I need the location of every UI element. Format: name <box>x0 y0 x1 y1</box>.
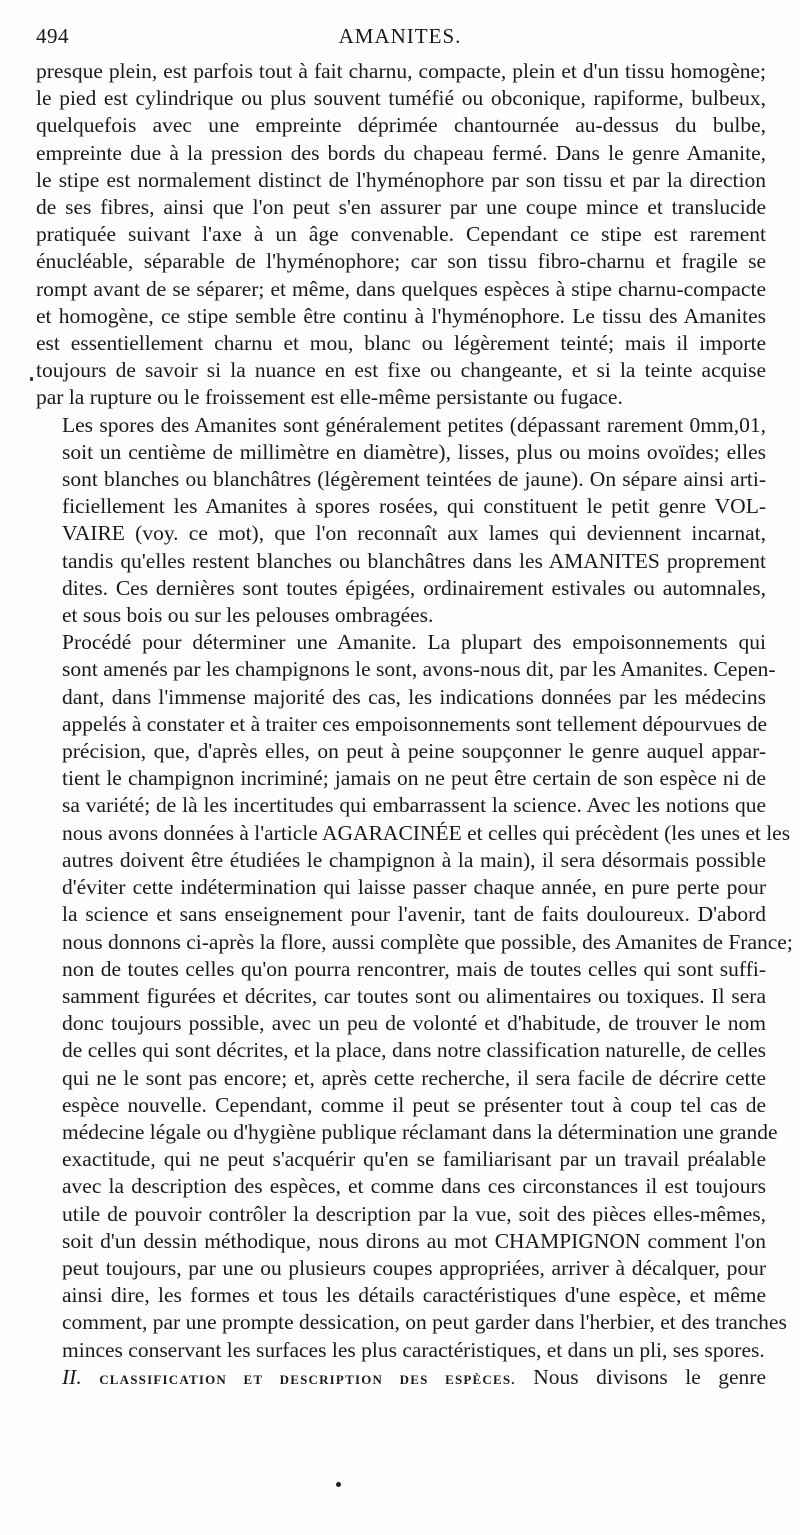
text-line: de ses fibres, ainsi que l'on peut s'en assurer par une coupe mince et translucide <box>36 195 766 220</box>
text-line: et sous bois ou sur les pelouses ombragées. <box>62 603 434 628</box>
text-line: utile de pouvoir contrôler la description par la vue, soit des pièces elles-mêmes, <box>62 1201 766 1226</box>
text-line: d'éviter cette indétermination qui laisse passer chaque année, en pure perte pour <box>62 875 766 900</box>
text-line: précision, que, d'après elles, on peut à peine soupçonner le genre auquel appar- <box>62 739 766 764</box>
text-line: samment figurées et décrites, car toutes sont ou alimentaires ou toxiques. Il sera <box>62 983 766 1008</box>
text-line: empreinte due à la pression des bords du chapeau fermé. Dans le genre Amanite, <box>36 140 766 165</box>
text-line: nous avons données à l'article AGARACINÉE et celles qui précèdent (les unes et les <box>62 820 791 845</box>
text-line: exactitude, qui ne peut s'acquérir qu'en se familiarisant par un travail préalable <box>62 1147 766 1172</box>
section-heading-line <box>36 1364 766 1393</box>
text-line: espèce nouvelle. Cependant, comme il peut se présenter tout à coup tel cas de <box>62 1092 766 1117</box>
text-line: dites. Ces dernières sont toutes épigées, ordinairement estivales ou automnales, <box>62 575 766 600</box>
text-line: avec la description des espèces, et comme dans ces circonstances il est toujours <box>62 1174 766 1199</box>
text-line: sont amenés par les champignons le sont, avons-nous dit, par les Amanites. Cepen- <box>62 657 776 682</box>
paragraph-1 <box>36 58 766 412</box>
text-line: par la rupture ou le froissement est elle-même persistante ou fugace. <box>36 385 623 410</box>
text-line: autres doivent être étudiées le champignon à la main), il sera désormais possible <box>62 847 766 872</box>
text-line: tient le champignon incriminé; jamais on ne peut être certain de son espèce ni de <box>62 766 766 791</box>
text-line: ainsi dire, les formes et tous les détails caractéristiques d'une espèce, et même <box>62 1283 766 1308</box>
text-line: presque plein, est parfois tout à fait charnu, compacte, plein et d'un tissu homogène; <box>36 59 766 83</box>
text-line: Les spores des Amanites sont généralement petites (dépassant rarement 0mm,01, <box>62 412 766 437</box>
text-line: le stipe est normalement distinct de l'hyménophore par son tissu et par la direction <box>36 167 766 192</box>
text-line: pratiquée suivant l'axe à un âge convenable. Cependant ce stipe est rarement <box>36 222 766 247</box>
section-text: Nous divisons le genre <box>533 1364 767 1389</box>
body-text <box>36 58 793 1393</box>
text-line: minces conservant les surfaces les plus caractéristiques, et dans un pli, ses spores. <box>62 1337 765 1362</box>
text-line: ficiellement les Amanites à spores rosées, qui constituent le petit genre VOL- <box>62 494 766 519</box>
text-line: dant, dans l'immense majorité des cas, les indications données par les médecins <box>62 684 766 709</box>
running-title: AMANITES. <box>338 24 462 48</box>
text-line: quelquefois avec une empreinte déprimée chantournée au-dessus du bulbe, <box>36 113 766 138</box>
text-line: nous donnons ci-après la flore, aussi complète que possible, des Amanites de France; <box>62 929 793 954</box>
text-line: de celles qui sont décrites, et la place, dans notre classification naturelle, de celles <box>62 1038 766 1063</box>
paragraph-2 <box>36 412 766 630</box>
text-line: soit d'un dessin méthodique, nous dirons au mot CHAMPIGNON comment l'on <box>62 1228 766 1253</box>
text-line: énucléable, séparable de l'hyménophore; car son tissu fibro-charnu et fragile se <box>36 249 766 274</box>
margin-speck <box>30 377 33 381</box>
text-line: sont blanches ou blanchâtres (légèrement teintées de jaune). On sépare ainsi arti- <box>62 467 766 492</box>
text-line: sa variété; de là les incertitudes qui embarrassent la science. Avec les notions que <box>62 793 766 818</box>
text-line: non de toutes celles qu'on pourra rencontrer, mais de toutes celles qui sont suffi- <box>62 956 766 981</box>
text-line: VAIRE (voy. ce mot), que l'on reconnaît aux lames qui deviennent incarnat, <box>62 521 766 546</box>
text-line: tandis qu'elles restent blanches ou blanchâtres dans les AMANITES proprement <box>62 548 766 573</box>
paragraph-3 <box>36 629 793 1363</box>
text-line: peut toujours, par une ou plusieurs coupes appropriées, arriver à décalquer, pour <box>62 1255 766 1280</box>
footer-dot <box>336 1482 341 1487</box>
section-heading: CLASSIFICATION ET DESCRIPTION DES ESPÈCES. <box>99 1371 516 1387</box>
text-line: est essentiellement charnu et mou, blanc ou légèrement teinté; mais il importe <box>36 331 766 356</box>
text-line: médecine légale ou d'hygiène publique réclamant dans la détermination une grande <box>62 1119 778 1144</box>
text-line: le pied est cylindrique ou plus souvent tuméfié ou obconique, rapiforme, bulbeux, <box>36 86 766 111</box>
text-line: Procédé pour déterminer une Amanite. La plupart des empoisonnements qui <box>62 630 766 655</box>
text-line: appelés à constater et à traiter ces empoisonnements sont tellement dépourvues de <box>62 711 768 736</box>
text-line: comment, par une prompte dessication, on peut garder dans l'herbier, et des tranches <box>62 1310 787 1335</box>
text-line: qui ne le sont pas encore; et, après cette recherche, il sera facile de décrire cette <box>62 1065 766 1090</box>
section-number: II. <box>62 1364 82 1389</box>
text-line: la science et sans enseignement pour l'avenir, tant de faits douloureux. D'abord <box>62 902 766 927</box>
running-header <box>36 24 764 54</box>
page-number: 494 <box>36 24 69 48</box>
text-line: soit un centième de millimètre en diamètre), lisses, plus ou moins ovoïdes; elles <box>62 439 766 464</box>
text-line: toujours de savoir si la nuance en est fixe ou changeante, et si la teinte acquise <box>36 358 766 383</box>
text-line: et homogène, ce stipe semble être continu à l'hyménophore. Le tissu des Amanites <box>36 303 766 328</box>
text-line: rompt avant de se séparer; et même, dans quelques espèces à stipe charnu-compacte <box>36 276 766 301</box>
text-line: donc toujours possible, avec un peu de volonté et d'habitude, de trouver le nom <box>62 1011 766 1036</box>
